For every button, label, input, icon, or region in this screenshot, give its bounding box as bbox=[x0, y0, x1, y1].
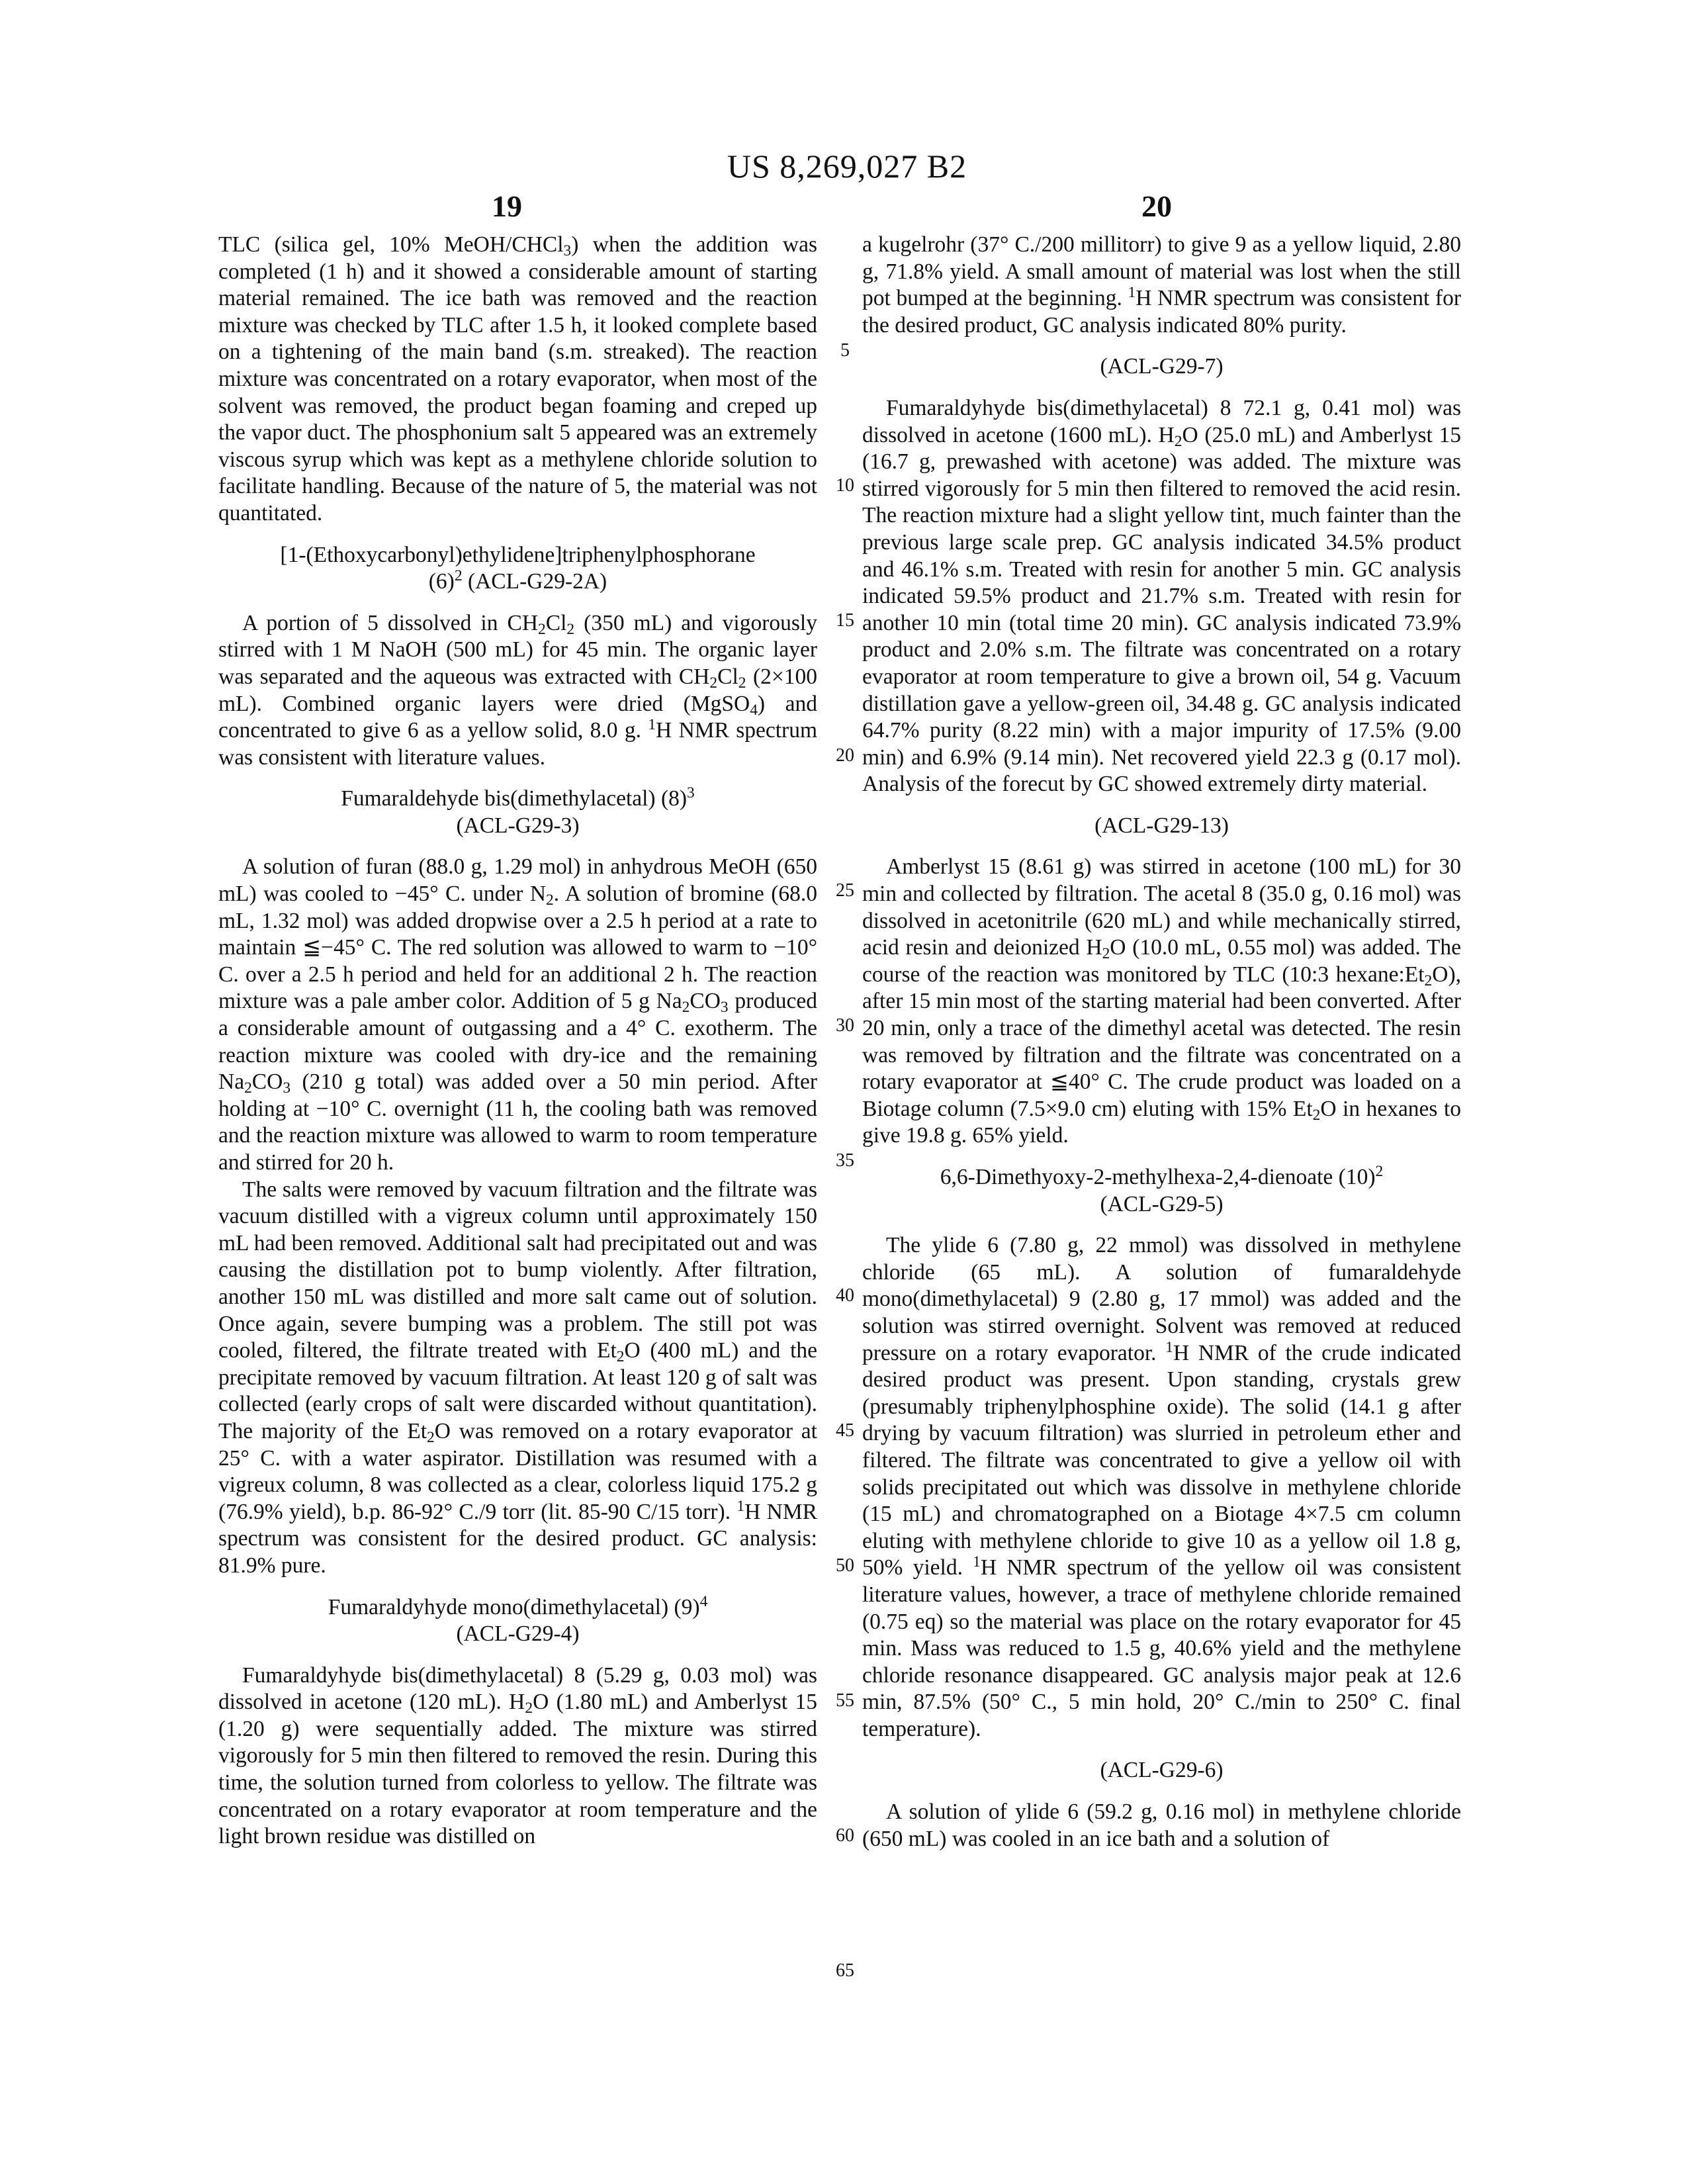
paragraph: Fumaraldyhyde bis(dimethylacetal) 8 (5.29 g, 0.03 mol) was dissolved in acetone (120 mL). H2O (1.80 mL) and Amberlyst 15 (1.20 g) were sequentially added. The mixture was stirred vigorously for 5 min then filtered to removed the resin. During this time, the solution turned from colorless to yellow. The filtrate was concentrated on a rotary evaporator at room temperature and the light brown residue was distilled on bbox=[218, 1662, 817, 1850]
paragraph: Fumaraldyhyde bis(dimethylacetal) 8 72.1 g, 0.41 mol) was dissolved in acetone (1600 mL). H2O (25.0 mL) and Amberlyst 15 (16.7 g, prewashed with acetone) was added. The mixture was stirred vigorously for 5 min then filtered to removed the acid resin. The reaction mixture had a slight yellow tint, much fainter than the previous large scale prep. GC analysis indicated 34.5% product and 46.1% s.m. Treated with resin for another 5 min. GC analysis indicated 59.5% product and 21.7% s.m. Treated with resin for another 10 min (total time 20 min). GC analysis indicated 73.9% product and 2.0% s.m. The filtrate was concentrated on a rotary evaporator at room temperature to give a brown oil, 54 g. Vacuum distillation gave a yellow-green oil, 34.48 g. GC analysis indicated 64.7% purity (8.22 min) with a major impurity of 17.5% (9.00 min) and 6.9% (9.14 min). Net recovered yield 22.3 g (0.17 mol). Analysis of the forecut by GC showed extremely dirty material. bbox=[862, 395, 1461, 798]
section-heading: Fumaraldehyde bis(dimethylacetal) (8)3 (ACL-G29-3) bbox=[218, 786, 817, 839]
paragraph: A solution of ylide 6 (59.2 g, 0.16 mol) in methylene chloride (650 mL) was cooled in an ice bath and a solution of bbox=[862, 1799, 1461, 1852]
line-number: 65 bbox=[830, 1960, 860, 1981]
section-heading: Fumaraldyhyde mono(dimethylacetal) (9)4 (ACL-G29-4) bbox=[218, 1594, 817, 1648]
line-number: 50 bbox=[830, 1555, 860, 1576]
paragraph: The ylide 6 (7.80 g, 22 mmol) was dissolved in methylene chloride (65 mL). A solution of fumaraldehyde mono(dimethylacetal) 9 (2.80 g, 17 mmol) was added and the solution was stirred overnight. Solvent was removed at reduced pressure on a rotary evaporator. 1H NMR of the crude indicated desired product was present. Upon standing, crystals grew (presumably triphenylphosphine oxide). The solid (14.1 g after drying by vacuum filtration) was slurried in petroleum ether and filtered. The filtrate was concentrated to give a yellow oil with solids precipitated out which was dissolve in methylene chloride (15 mL) and chromatographed on a Biotage 4×7.5 cm column eluting with methylene chloride to give 10 as a yellow oil 1.8 g, 50% yield. 1H NMR spectrum of the yellow oil was consistent literature values, however, a trace of methylene chloride remained (0.75 eq) so the material was place on the rotary evaporator for 45 min. Mass was reduced to 1.5 g, 40.6% yield and the methylene chloride resonance disappeared. GC analysis major peak at 12.6 min, 87.5% (50° C., 5 min hold, 20° C./min to 250° C. final temperature). bbox=[862, 1232, 1461, 1743]
section-heading: [1-(Ethoxycarbonyl)ethylidene]triphenylphosphorane (6)2 (ACL-G29-2A) bbox=[218, 542, 817, 596]
section-heading: 6,6-Dimethyoxy-2-methylhexa-2,4-dienoate (10)2 (ACL-G29-5) bbox=[862, 1164, 1461, 1218]
line-number: 30 bbox=[830, 1015, 860, 1036]
line-number: 5 bbox=[830, 340, 860, 361]
paragraph: A portion of 5 dissolved in CH2Cl2 (350 mL) and vigorously stirred with 1 M NaOH (500 mL) for 45 min. The organic layer was separated and the aqueous was extracted with CH2Cl2 (2×100 mL). Combined organic layers were dried (MgSO4) and concentrated to give 6 as a yellow solid, 8.0 g. 1H NMR spectrum was consistent with literature values. bbox=[218, 610, 817, 772]
paragraph: A solution of furan (88.0 g, 1.29 mol) in anhydrous MeOH (650 mL) was cooled to −45° C. under N2. A solution of bromine (68.0 mL, 1.32 mol) was added dropwise over a 2.5 h period at a rate to maintain ≦−45° C. The red solution was allowed to warm to −10° C. over a 2.5 h period and held for an additional 2 h. The reaction mixture was a pale amber color. Addition of 5 g Na2CO3 produced a considerable amount of outgassing and a 4° C. exotherm. The reaction mixture was cooled with dry-ice and the remaining Na2CO3 (210 g total) was added over a 50 min period. After holding at −10° C. overnight (11 h, the cooling bath was removed and the reaction mixture was allowed to warm to room temperature and stirred for 20 h. bbox=[218, 854, 817, 1176]
line-number: 15 bbox=[830, 610, 860, 631]
page-number-left: 19 bbox=[492, 189, 522, 224]
section-heading: (ACL-G29-6) bbox=[862, 1757, 1461, 1784]
left-column bbox=[218, 232, 817, 1850]
line-number: 20 bbox=[830, 745, 860, 766]
patent-number: US 8,269,027 B2 bbox=[0, 147, 1694, 185]
paragraph: a kugelrohr (37° C./200 millitorr) to give 9 as a yellow liquid, 2.80 g, 71.8% yield. A small amount of material was lost when the still pot bumped at the beginning. 1H NMR spectrum was consistent for the desired product, GC analysis indicated 80% purity. bbox=[862, 232, 1461, 339]
line-number: 45 bbox=[830, 1420, 860, 1441]
page-number-right: 20 bbox=[1141, 189, 1172, 224]
paragraph: Amberlyst 15 (8.61 g) was stirred in acetone (100 mL) for 30 min and collected by filtration. The acetal 8 (35.0 g, 0.16 mol) was dissolved in acetonitrile (620 mL) and while mechanically stirred, acid resin and deionized H2O (10.0 mL, 0.55 mol) was added. The course of the reaction was monitored by TLC (10:3 hexane:Et2O), after 15 min most of the starting material had been converted. After 20 min, only a trace of the dimethyl acetal was detected. The resin was removed by filtration and the filtrate was concentrated on a rotary evaporator at ≦40° C. The crude product was loaded on a Biotage column (7.5×9.0 cm) eluting with 15% Et2O in hexanes to give 19.8 g. 65% yield. bbox=[862, 854, 1461, 1150]
line-number: 40 bbox=[830, 1285, 860, 1306]
line-number: 55 bbox=[830, 1690, 860, 1711]
section-heading: (ACL-G29-13) bbox=[862, 813, 1461, 840]
paragraph: TLC (silica gel, 10% MeOH/CHCl3) when the addition was completed (1 h) and it showed a considerable amount of starting material remained. The ice bath was removed and the reaction mixture was checked by TLC after 1.5 h, it looked complete based on a tightening of the main band (s.m. streaked). The reaction mixture was concentrated on a rotary evaporator, when most of the solvent was removed, the product began foaming and creped up the vapor duct. The phosphonium salt 5 appeared was an extremely viscous syrup which was kept as a methylene chloride solution to facilitate handling. Because of the nature of 5, the material was not quantitated. bbox=[218, 232, 817, 527]
section-heading: (ACL-G29-7) bbox=[862, 353, 1461, 381]
right-column bbox=[862, 232, 1461, 1852]
line-number: 60 bbox=[830, 1825, 860, 1846]
line-number: 35 bbox=[830, 1150, 860, 1171]
line-number: 10 bbox=[830, 475, 860, 496]
line-number: 25 bbox=[830, 880, 860, 901]
paragraph: The salts were removed by vacuum filtration and the filtrate was vacuum distilled with a vigreux column until approximately 150 mL had been removed. Additional salt had precipitated out and was causing the distillation pot to bump violently. After filtration, another 150 mL was distilled and more salt came out of solution. Once again, severe bumping was a problem. The still pot was cooled, filtered, the filtrate treated with Et2O (400 mL) and the precipitate removed by vacuum filtration. At least 120 g of salt was collected (early crops of salt were discarded without quantitation). The majority of the Et2O was removed on a rotary evaporator at 25° C. with a water aspirator. Distillation was resumed with a vigreux column, 8 was collected as a clear, colorless liquid 175.2 g (76.9% yield), b.p. 86-92° C./9 torr (lit. 85-90 C/15 torr). 1H NMR spectrum was consistent for the desired product. GC analysis: 81.9% pure. bbox=[218, 1177, 817, 1580]
